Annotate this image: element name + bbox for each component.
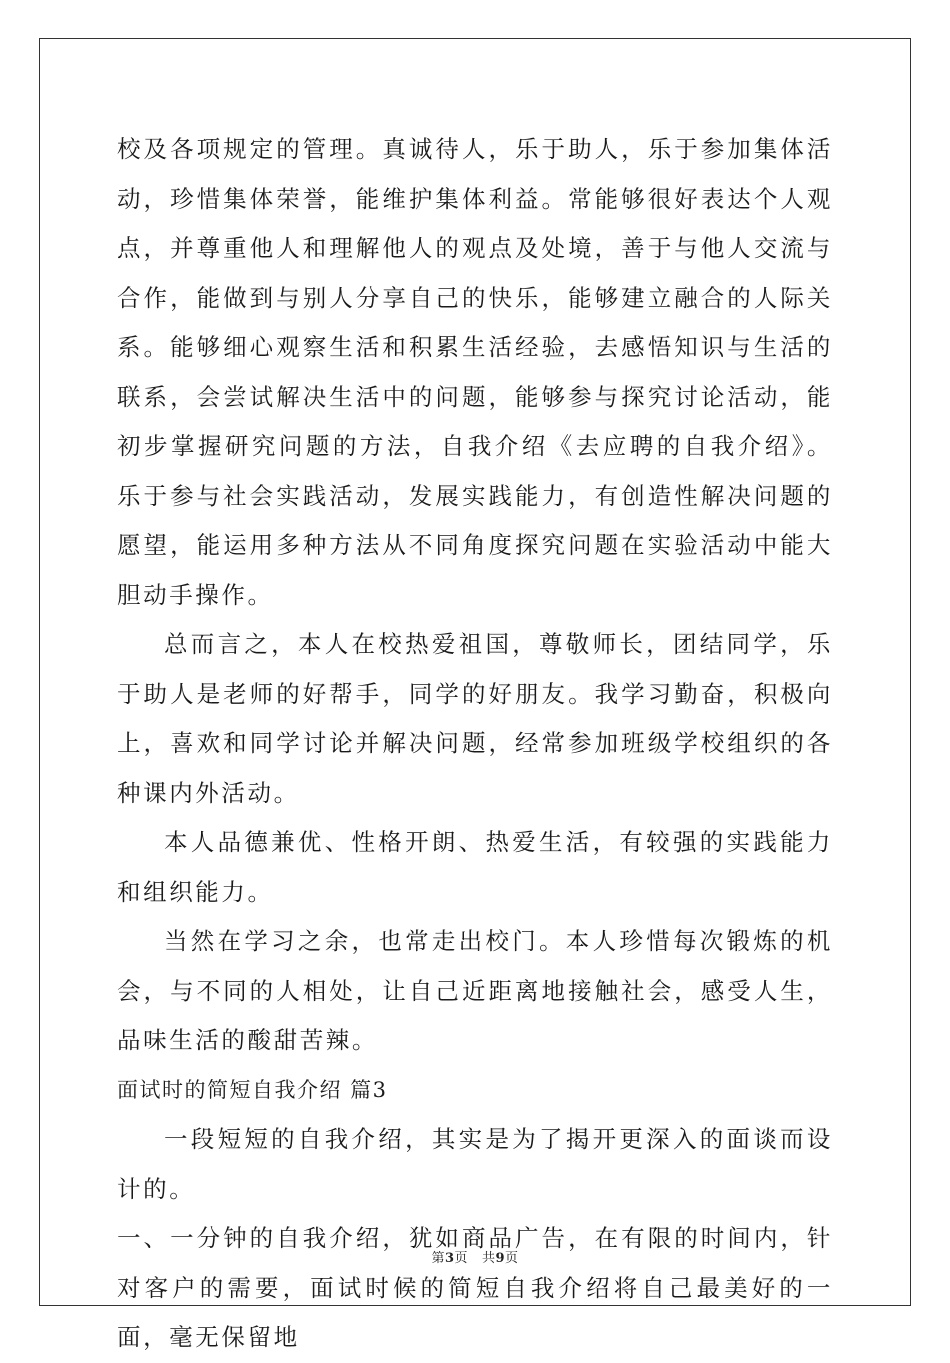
paragraph-summary: 总而言之，本人在校热爱祖国，尊敬师长，团结同学，乐于助人是老师的好帮手，同学的好朋友。我学习勤奋，积极向上，喜欢和同学讨论并解决问题，经常参加班级学校组织的各种课内外活动。 (117, 630, 833, 807)
document-body (117, 125, 833, 1363)
footer-total-pages: 9 (495, 1251, 505, 1266)
footer-prefix: 第 (431, 1251, 445, 1266)
page-footer (0, 1247, 950, 1266)
section-paragraph-intro: 一段短短的自我介绍，其实是为了揭开更深入的面谈而设计的。 (117, 1125, 833, 1203)
footer-current-page: 3 (445, 1251, 455, 1266)
section-heading: 面试时的简短自我介绍 篇3 (117, 1077, 388, 1102)
section-paragraph-point-one: 一、一分钟的自我介绍，犹如商品广告，在有限的时间内，针对客户的需要，面试时候的简短自我介绍将自己最美好的一面，毫无保留地 (117, 1224, 833, 1351)
paragraph-continued: 校及各项规定的管理。真诚待人，乐于助人，乐于参加集体活动，珍惜集体荣誉，能维护集体利益。常能够很好表达个人观点，并尊重他人和理解他人的观点及处境，善于与他人交流与合作，能做到与别人分享自己的快乐，能够建立融合的人际关系。能够细心观察生活和积累生活经验，去感悟知识与生活的联系，会尝试解决生活中的问题，能够参与探究讨论活动，能初步掌握研究问题的方法，自我介绍《去应聘的自我介绍》。乐于参与社会实践活动，发展实践能力，有创造性解决问题的愿望，能运用多种方法从不同角度探究问题在实验活动中能大胆动手操作。 (117, 135, 833, 609)
paragraph-character: 本人品德兼优、性格开朗、热爱生活，有较强的实践能力和组织能力。 (117, 828, 833, 906)
paragraph-practice: 当然在学习之余，也常走出校门。本人珍惜每次锻炼的机会，与不同的人相处，让自己近距离地接触社会，感受人生，品味生活的酸甜苦辣。 (117, 927, 833, 1054)
footer-suffix: 页 (505, 1251, 519, 1266)
footer-middle: 页 共 (454, 1251, 496, 1266)
